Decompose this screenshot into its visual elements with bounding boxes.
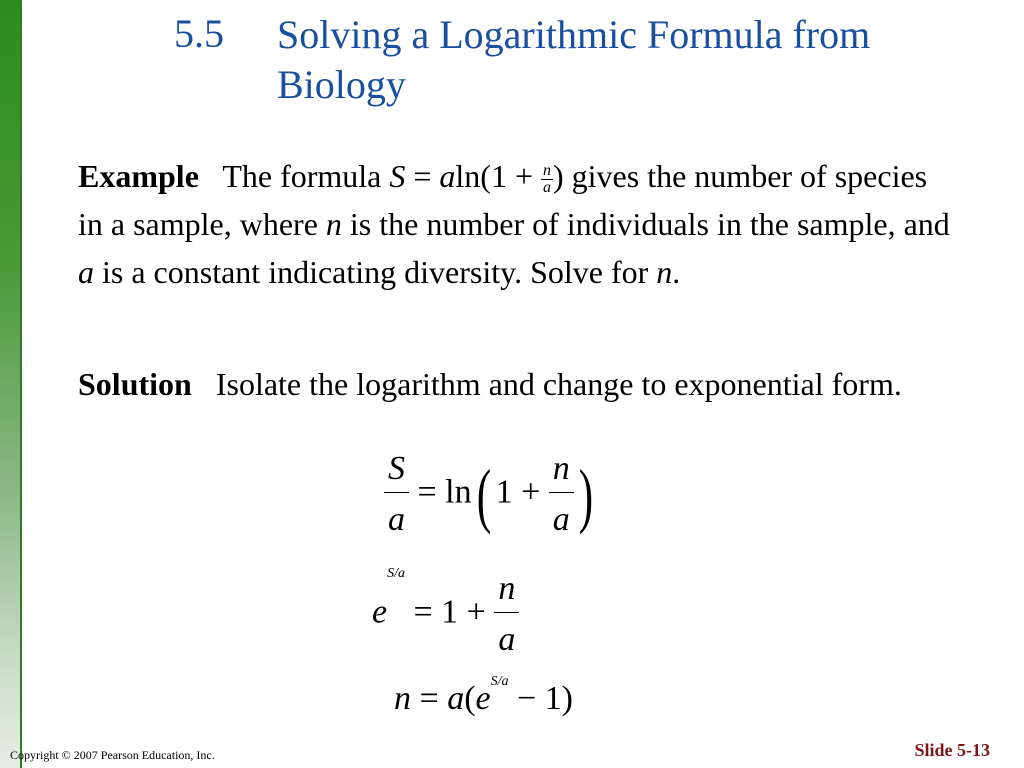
equation-1: $\frac{S}{a}$ = ln( 1 + $\frac{n}{a}$ )	[384, 452, 598, 537]
example-period: .	[672, 254, 681, 290]
var-n-2: n	[656, 254, 673, 290]
slide-title: Solving a Logarithmic Formula from Biology	[277, 12, 871, 107]
equation-3: $n = a(e^{S/a} - 1)$	[394, 674, 573, 717]
inline-formula: S = aln(1 + $\frac{n}{a}$ )	[389, 158, 572, 197]
example-text-4: is a constant indicating diversity. Solve for	[102, 254, 649, 290]
solution-label: Solution	[78, 366, 192, 402]
equation-2: $e^{S/a} = 1$ + $\frac{n}{a}$	[372, 572, 519, 657]
copyright-text: Copyright © 2007 Pearson Education, Inc.	[10, 748, 215, 762]
var-a: a	[78, 254, 94, 290]
var-n: n	[325, 206, 342, 242]
example-label: Example	[78, 158, 199, 194]
example-text-2: gives the number of species in a sample, where	[78, 158, 928, 242]
example-text-1: The formula	[222, 158, 382, 194]
solution-text: Isolate the logarithm and change to exponential form.	[215, 366, 902, 402]
left-accent-line	[20, 0, 22, 768]
section-number: 5.5	[174, 11, 224, 56]
slide-number: Slide 5-13	[914, 740, 990, 760]
example-text-3: is the number of individuals in the sample, and	[349, 206, 950, 242]
example-paragraph	[78, 152, 958, 296]
left-accent-bar	[0, 0, 20, 768]
solution-paragraph	[78, 360, 958, 408]
